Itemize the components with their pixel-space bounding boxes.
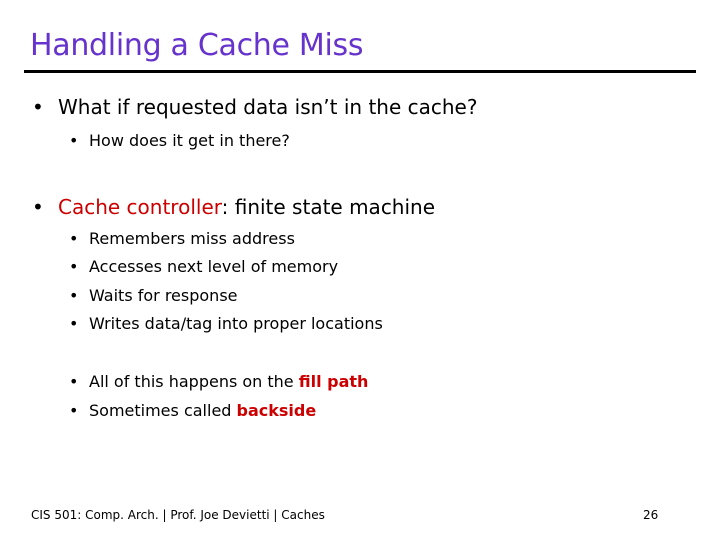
bullet-fill-path bbox=[69, 371, 369, 393]
title-divider bbox=[24, 70, 696, 73]
controller-item-text: Accesses next level of memory bbox=[89, 257, 339, 276]
bullet-question bbox=[32, 93, 478, 121]
backside-prefix: Sometimes called bbox=[89, 401, 237, 420]
bullet-cache-controller bbox=[32, 193, 436, 221]
bullet-dot: • bbox=[69, 372, 79, 391]
cache-controller-term: Cache controller bbox=[58, 195, 222, 219]
backside-term: backside bbox=[236, 401, 317, 420]
slide-title: Handling a Cache Miss bbox=[30, 28, 364, 63]
bullet-dot: • bbox=[32, 95, 44, 119]
bullet-dot: • bbox=[69, 401, 79, 420]
controller-item-text: Writes data/tag into proper locations bbox=[89, 314, 383, 333]
bullet-subquestion-text: How does it get in there? bbox=[89, 131, 290, 150]
bullet-dot: • bbox=[69, 229, 79, 248]
fill-path-term: fill path bbox=[298, 372, 369, 391]
controller-item-text: Remembers miss address bbox=[89, 229, 295, 248]
controller-item bbox=[69, 285, 238, 307]
bullet-dot: • bbox=[69, 131, 79, 150]
bullet-dot: • bbox=[69, 257, 79, 276]
controller-item-text: Waits for response bbox=[89, 286, 238, 305]
cache-controller-description: : finite state machine bbox=[221, 195, 436, 219]
bullet-dot: • bbox=[69, 314, 79, 333]
controller-item bbox=[69, 256, 339, 278]
bullet-question-text: What if requested data isn’t in the cache? bbox=[58, 95, 478, 119]
bullet-subquestion bbox=[69, 130, 290, 152]
bullet-backside bbox=[69, 400, 317, 422]
controller-item bbox=[69, 228, 295, 250]
bullet-dot: • bbox=[32, 195, 44, 219]
footer-page-number: 26 bbox=[643, 508, 659, 522]
footer-course-info: CIS 501: Comp. Arch. | Prof. Joe Devietti | Caches bbox=[31, 508, 325, 522]
bullet-dot: • bbox=[69, 286, 79, 305]
fill-path-prefix: All of this happens on the bbox=[89, 372, 299, 391]
controller-item bbox=[69, 313, 383, 335]
